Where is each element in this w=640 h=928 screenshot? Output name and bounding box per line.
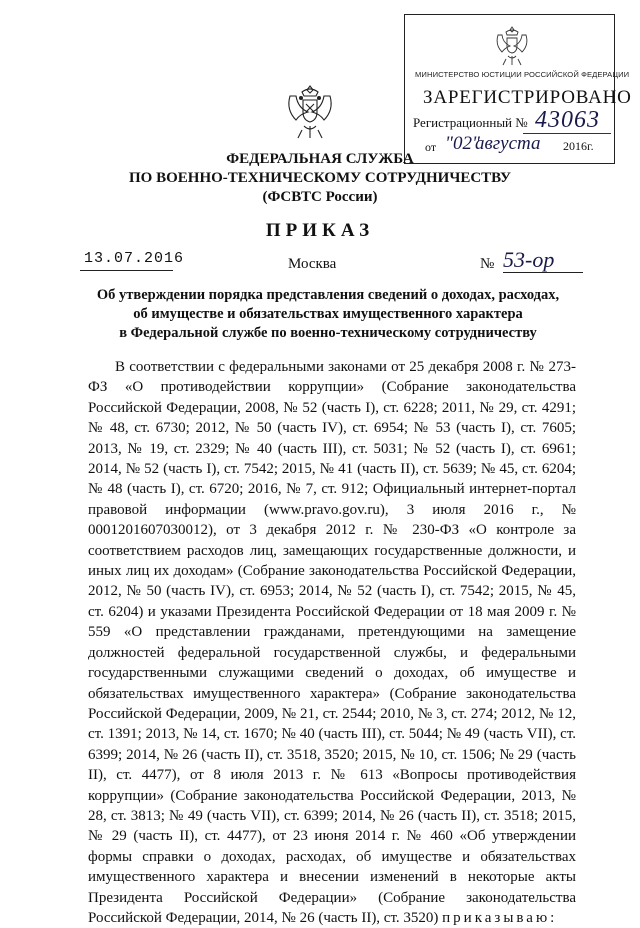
stamp-registration-label: Регистрационный № bbox=[413, 115, 528, 130]
order-number-label: № bbox=[480, 256, 495, 272]
stamp-date-day: "02" bbox=[445, 133, 480, 154]
document-title bbox=[80, 286, 576, 343]
body-text: В соответствии с федеральными законами от 25 декабря 2008 г. № 273-ФЗ «О противодействии коррупции» (Собрание законодательства Российской Федерации, 2008, № 52 (часть I), ст. 6228; 2011, № 29, ст. 4291; № 48, ст. 6730; 2012, № 50 (часть IV), ст. 6954; № 53 (часть I), ст. 7605; 2013, № 19, ст. 2329; № 40 (часть III), ст. 5031; № 52 (часть I), ст. 6961; 2014, № 52 (часть I), ст. 7542; 2015, № 41 (часть II), ст. 5639; № 45, ст. 6204; № 48 (часть I), ст. 6720; 2016, № 7, ст. 912; Официальный интернет-портал правовой информации (www.pravo.gov.ru), 3 июля 2016 г., № 0001201607030012), от 3 декабря 2012 г. № 230-ФЗ «О контроле за соответствием расходов лиц, замещающих государственные должности, и иных лиц их доходам» (Собрание законодательства Российской Федерации, 2012, № 50 (часть IV), ст. 6953; 2014, № 52 (часть I), ст. 7542; 2015, № 45, ст. 6204) и указами Президента Российской Федерации от 18 мая 2009 г. № 559 «О представлении гражданами, претендующими на замещение должностей федеральной государственной службы, и федеральными государственными служащими сведений о доходах, об имуществе и обязательствах имущественного характера» (Собрание законодательства Российской Федерации, 2009, № 21, ст. 2544; 2010, № 3, ст. 274; 2012, № 12, ст. 1391; 2013, № 14, ст. 1670; № 40 (часть III), ст. 5044; № 49 (часть VII), ст. 6399; 2014, № 26 (часть II), ст. 3518, 3520; 2015, № 10, ст. 1506; № 29 (часть II), ст. 4477), от 8 июля 2013 г. № 613 «Вопросы противодействия коррупции» (Собрание законодательства Российской Федерации, 2013, № 28, ст. 3813; № 49 (часть VII), ст. 6399; 2014, № 26 (часть II), ст. 3518; 2015, № 29 (часть II), ст. 4477), от 23 июня 2014 г. № 460 «Об утверждении формы справки о доходах, расходах, об имуществе и обязательствах имущественного характера и внесении изменений в некоторые акты Президента Российской Федерации» (Собрание законодательства Российской Федерации, 2014, № 26 (часть II), ст. 3520) bbox=[88, 359, 576, 926]
document-title-line1: Об утверждении порядка представления сведений о доходах, расходах, bbox=[96, 287, 560, 303]
body-paragraph bbox=[88, 357, 576, 928]
stamp-date-year: 2016г. bbox=[563, 139, 594, 153]
order-number: 53-ор bbox=[503, 247, 555, 272]
order-date: 13.07.2016 bbox=[84, 250, 185, 267]
document-title-line3: в Федеральной службе по военно-техническому сотрудничеству bbox=[119, 325, 537, 341]
stamp-date-month: августа bbox=[475, 133, 541, 154]
order-date-underline bbox=[80, 270, 173, 271]
agency-name-line1: ФЕДЕРАЛЬНАЯ СЛУЖБА bbox=[226, 151, 414, 167]
closing-word: приказываю: bbox=[442, 909, 558, 926]
stamp-emblem bbox=[494, 25, 530, 67]
stamp-date-prefix: от bbox=[425, 140, 437, 154]
order-number-underline bbox=[503, 272, 583, 273]
document-title-line2: об имуществе и обязательствах имущественного характера bbox=[133, 306, 523, 322]
stamp-ministry-name: МИНИСТЕРСТВО ЮСТИЦИИ РОССИЙСКОЙ ФЕДЕРАЦИИ bbox=[415, 70, 630, 79]
order-heading: ПРИКАЗ bbox=[265, 220, 375, 241]
agency-abbreviation: (ФСВТС России) bbox=[262, 189, 378, 205]
stamp-registration-number: 43063 bbox=[535, 107, 600, 133]
order-city: Москва bbox=[288, 256, 337, 272]
stamp-registered-label: ЗАРЕГИСТРИРОВАНО bbox=[423, 87, 632, 108]
coat-of-arms-emblem bbox=[284, 82, 336, 142]
agency-name-line2: ПО ВОЕННО-ТЕХНИЧЕСКОМУ СОТРУДНИЧЕСТВУ bbox=[129, 170, 511, 186]
agency-name bbox=[80, 150, 560, 207]
registration-stamp bbox=[404, 14, 632, 164]
